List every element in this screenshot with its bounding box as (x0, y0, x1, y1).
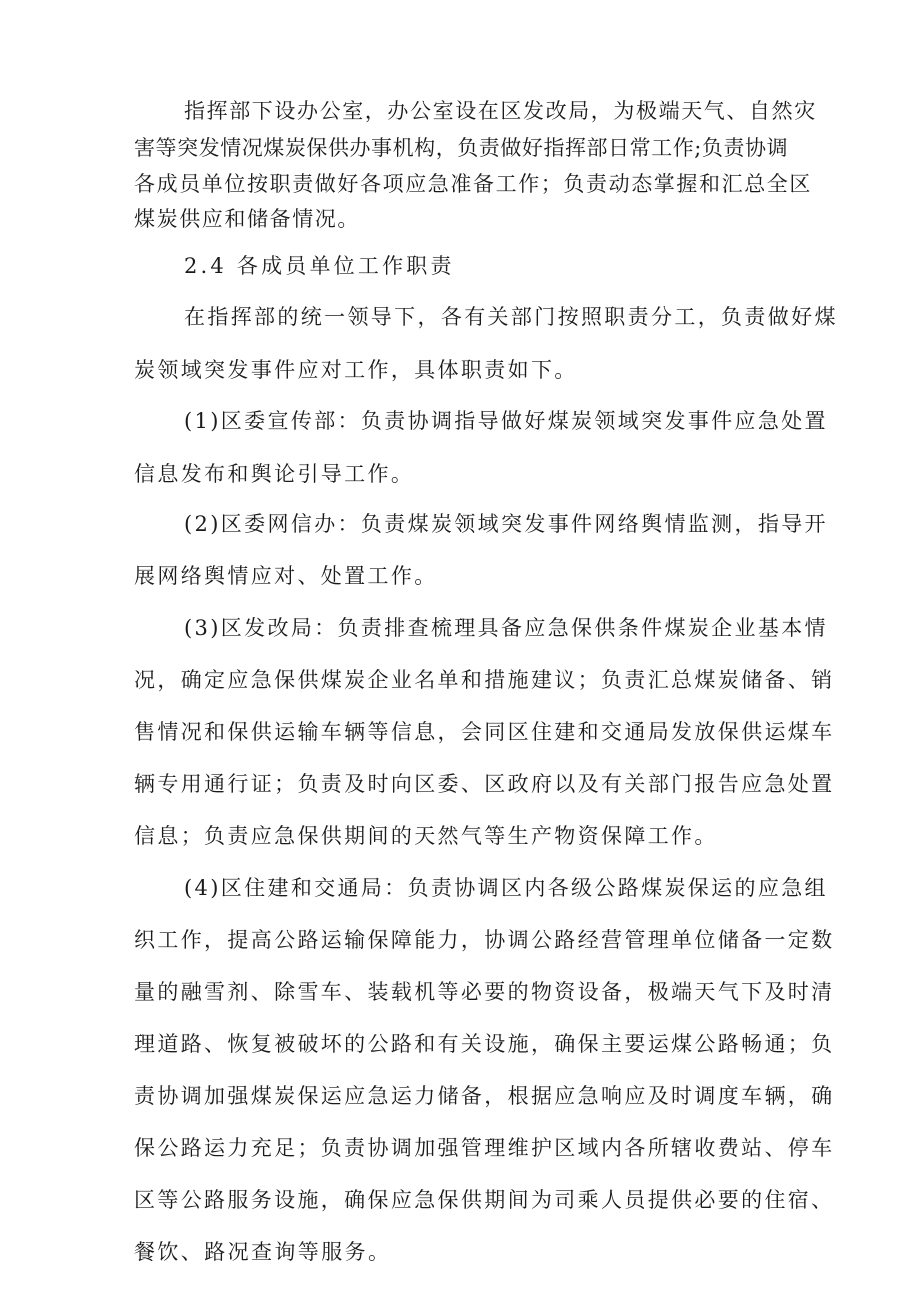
text-line: 展网络舆情应对、处置工作。 (134, 564, 438, 588)
text-line: 炭领域突发事件应对工作，具体职责如下。 (134, 358, 578, 382)
section-heading: 2.4 各成员单位工作职责 (184, 254, 455, 278)
text-line: 责协调加强煤炭保运应急运力储备，根据应急响应及时调度车辆，确 (134, 1084, 835, 1108)
text-line: 区等公路服务设施，确保应急保供期间为司乘人员提供必要的住宿、 (134, 1188, 835, 1212)
text-line: 保公路运力充足；负责协调加强管理维护区域内各所辖收费站、停车 (134, 1136, 835, 1160)
text-line: 量的融雪剂、除雪车、装载机等必要的物资设备，极端天气下及时清 (134, 980, 835, 1004)
text-line: 况，确定应急保供煤炭企业名单和措施建议；负责汇总煤炭储备、销 (134, 668, 835, 692)
text-line: 辆专用通行证；负责及时向区委、区政府以及有关部门报告应急处置 (134, 772, 835, 796)
text-line: (3)区发改局：负责排查梳理具备应急保供条件煤炭企业基本情 (184, 616, 828, 640)
text-line: 指挥部下设办公室，办公室设在区发改局，为极端天气、自然灾 (184, 99, 817, 123)
text-line: 餐饮、路况查询等服务。 (134, 1240, 392, 1264)
text-line: (4)区住建和交通局：负责协调区内各级公路煤炭保运的应急组 (184, 876, 828, 900)
text-line: 各成员单位按职责做好各项应急准备工作；负责动态掌握和汇总全区 (134, 172, 812, 196)
text-line: 煤炭供应和储备情况。 (134, 207, 360, 231)
text-line: 在指挥部的统一领导下，各有关部门按照职责分工，负责做好煤 (184, 305, 838, 329)
text-line: 理道路、恢复被破坏的公路和有关设施，确保主要运煤公路畅通；负 (134, 1032, 835, 1056)
text-line: 售情况和保供运输车辆等信息，会同区住建和交通局发放保供运煤车 (134, 720, 835, 744)
text-line: 害等突发情况煤炭保供办事机构，负责做好指挥部日常工作;负责协调 (134, 136, 789, 160)
text-line: 织工作，提高公路运输保障能力，协调公路经营管理单位储备一定数 (134, 928, 835, 952)
text-line: 信息发布和舆论引导工作。 (134, 462, 415, 486)
text-line: (2)区委网信办：负责煤炭领域突发事件网络舆情监测，指导开 (184, 512, 828, 536)
text-line: (1)区委宣传部：负责协调指导做好煤炭领域突发事件应急处置 (184, 409, 828, 433)
text-line: 信息；负责应急保供期间的天然气等生产物资保障工作。 (134, 824, 718, 848)
